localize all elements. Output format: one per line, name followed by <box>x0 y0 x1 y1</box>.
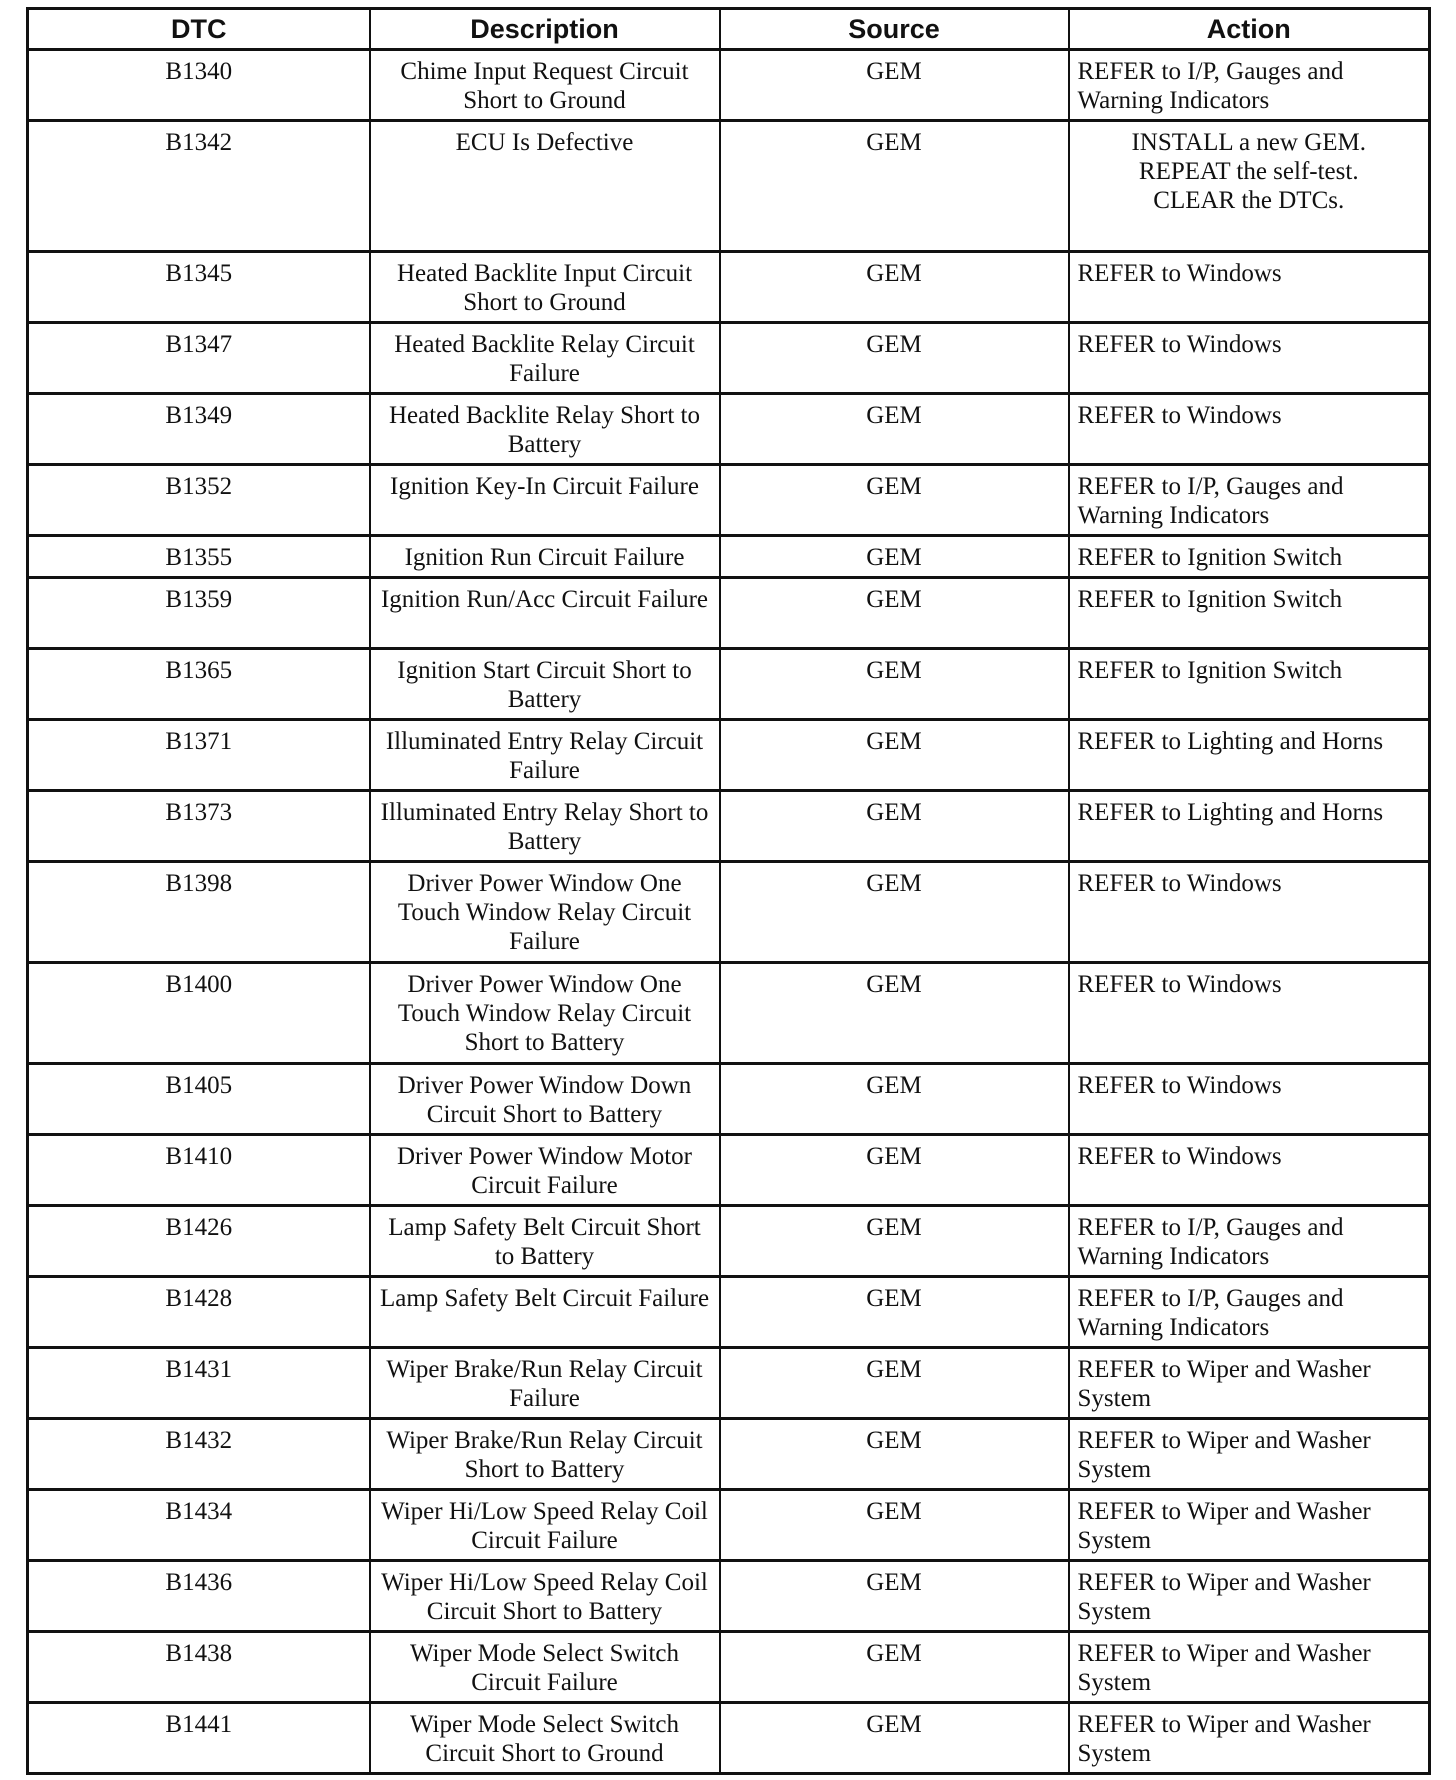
source-cell: GEM <box>720 1206 1069 1277</box>
dtc-code-cell: B1410 <box>28 1135 370 1206</box>
dtc-code-cell: B1405 <box>28 1064 370 1135</box>
header-source: Source <box>720 9 1069 50</box>
header-row <box>28 9 1430 50</box>
source-cell: GEM <box>720 720 1069 791</box>
description-cell: Wiper Brake/Run Relay Circuit Failure <box>370 1348 720 1419</box>
dtc-code-cell: B1347 <box>28 323 370 394</box>
description-cell: Illuminated Entry Relay Circuit Failure <box>370 720 720 791</box>
action-cell: REFER to Windows <box>1069 1064 1430 1135</box>
source-cell: GEM <box>720 963 1069 1064</box>
table-row <box>28 465 1430 536</box>
table-row <box>28 536 1430 578</box>
dtc-code-cell: B1340 <box>28 50 370 121</box>
source-cell: GEM <box>720 252 1069 323</box>
dtc-code-cell: B1441 <box>28 1703 370 1774</box>
source-cell: GEM <box>720 578 1069 649</box>
description-cell: Wiper Brake/Run Relay Circuit Short to Battery <box>370 1419 720 1490</box>
table-row <box>28 252 1430 323</box>
action-cell: REFER to Wiper and Washer System <box>1069 1490 1430 1561</box>
action-cell: REFER to Wiper and Washer System <box>1069 1348 1430 1419</box>
dtc-code-cell: B1436 <box>28 1561 370 1632</box>
dtc-code-cell: B1398 <box>28 862 370 963</box>
action-cell: REFER to I/P, Gauges and Warning Indicators <box>1069 1277 1430 1348</box>
source-cell: GEM <box>720 862 1069 963</box>
action-line: INSTALL a new GEM. <box>1131 129 1367 156</box>
action-cell <box>1069 121 1430 252</box>
source-cell: GEM <box>720 1561 1069 1632</box>
dtc-code-cell: B1434 <box>28 1490 370 1561</box>
table-body <box>28 50 1430 1774</box>
action-cell: REFER to Lighting and Horns <box>1069 720 1430 791</box>
source-cell: GEM <box>720 1703 1069 1774</box>
source-cell: GEM <box>720 1490 1069 1561</box>
dtc-table <box>26 7 1431 1775</box>
source-cell: GEM <box>720 649 1069 720</box>
table-row <box>28 1064 1430 1135</box>
source-cell: GEM <box>720 1632 1069 1703</box>
source-cell: GEM <box>720 394 1069 465</box>
table-row <box>28 1561 1430 1632</box>
action-cell: REFER to I/P, Gauges and Warning Indicators <box>1069 465 1430 536</box>
description-cell: Driver Power Window Down Circuit Short to Battery <box>370 1064 720 1135</box>
description-cell: Heated Backlite Relay Short to Battery <box>370 394 720 465</box>
description-cell: Wiper Hi/Low Speed Relay Coil Circuit Failure <box>370 1490 720 1561</box>
table-row <box>28 394 1430 465</box>
action-cell: REFER to Wiper and Washer System <box>1069 1703 1430 1774</box>
table-row <box>28 578 1430 649</box>
source-cell: GEM <box>720 791 1069 862</box>
table-row <box>28 1632 1430 1703</box>
action-cell: REFER to Wiper and Washer System <box>1069 1419 1430 1490</box>
action-line: CLEAR the DTCs. <box>1153 187 1345 214</box>
dtc-code-cell: B1352 <box>28 465 370 536</box>
action-cell: REFER to Windows <box>1069 1135 1430 1206</box>
action-cell: REFER to Ignition Switch <box>1069 649 1430 720</box>
action-cell: REFER to Windows <box>1069 963 1430 1064</box>
action-cell: REFER to I/P, Gauges and Warning Indicators <box>1069 1206 1430 1277</box>
description-cell: Lamp Safety Belt Circuit Failure <box>370 1277 720 1348</box>
table-row <box>28 1490 1430 1561</box>
table-row <box>28 649 1430 720</box>
table-row <box>28 791 1430 862</box>
description-cell: Ignition Start Circuit Short to Battery <box>370 649 720 720</box>
description-cell: Chime Input Request Circuit Short to Ground <box>370 50 720 121</box>
header-dtc: DTC <box>28 9 370 50</box>
table-row <box>28 121 1430 252</box>
description-cell: Driver Power Window Motor Circuit Failure <box>370 1135 720 1206</box>
description-cell: Ignition Key-In Circuit Failure <box>370 465 720 536</box>
table-row <box>28 1277 1430 1348</box>
dtc-code-cell: B1345 <box>28 252 370 323</box>
action-cell: REFER to Windows <box>1069 323 1430 394</box>
table-row <box>28 1348 1430 1419</box>
source-cell: GEM <box>720 536 1069 578</box>
action-cell: REFER to Wiper and Washer System <box>1069 1632 1430 1703</box>
header-description: Description <box>370 9 720 50</box>
header-action: Action <box>1069 9 1430 50</box>
table-row <box>28 50 1430 121</box>
table-row <box>28 1206 1430 1277</box>
source-cell: GEM <box>720 121 1069 252</box>
source-cell: GEM <box>720 50 1069 121</box>
table-row <box>28 862 1430 963</box>
description-cell: Wiper Mode Select Switch Circuit Short to Ground <box>370 1703 720 1774</box>
dtc-code-cell: B1431 <box>28 1348 370 1419</box>
table-row <box>28 1135 1430 1206</box>
action-cell: REFER to Windows <box>1069 252 1430 323</box>
description-cell: Heated Backlite Relay Circuit Failure <box>370 323 720 394</box>
table-row <box>28 323 1430 394</box>
action-cell: REFER to I/P, Gauges and Warning Indicators <box>1069 50 1430 121</box>
action-line: REPEAT the self-test. <box>1138 158 1359 185</box>
description-cell: ECU Is Defective <box>370 121 720 252</box>
table-row <box>28 1419 1430 1490</box>
dtc-code-cell: B1371 <box>28 720 370 791</box>
dtc-table-page <box>26 7 1428 1775</box>
dtc-code-cell: B1426 <box>28 1206 370 1277</box>
dtc-code-cell: B1428 <box>28 1277 370 1348</box>
action-cell: REFER to Ignition Switch <box>1069 578 1430 649</box>
action-cell: REFER to Windows <box>1069 862 1430 963</box>
dtc-code-cell: B1342 <box>28 121 370 252</box>
description-cell: Ignition Run Circuit Failure <box>370 536 720 578</box>
description-cell: Driver Power Window One Touch Window Relay Circuit Short to Battery <box>370 963 720 1064</box>
table-header <box>28 9 1430 50</box>
dtc-code-cell: B1400 <box>28 963 370 1064</box>
description-cell: Driver Power Window One Touch Window Relay Circuit Failure <box>370 862 720 963</box>
action-cell: REFER to Windows <box>1069 394 1430 465</box>
dtc-code-cell: B1373 <box>28 791 370 862</box>
description-cell: Lamp Safety Belt Circuit Short to Battery <box>370 1206 720 1277</box>
dtc-code-cell: B1355 <box>28 536 370 578</box>
source-cell: GEM <box>720 323 1069 394</box>
table-row <box>28 963 1430 1064</box>
action-cell: REFER to Ignition Switch <box>1069 536 1430 578</box>
description-cell: Ignition Run/Acc Circuit Failure <box>370 578 720 649</box>
description-cell: Heated Backlite Input Circuit Short to Ground <box>370 252 720 323</box>
source-cell: GEM <box>720 1348 1069 1419</box>
table-row <box>28 720 1430 791</box>
dtc-code-cell: B1432 <box>28 1419 370 1490</box>
source-cell: GEM <box>720 465 1069 536</box>
description-cell: Wiper Mode Select Switch Circuit Failure <box>370 1632 720 1703</box>
source-cell: GEM <box>720 1277 1069 1348</box>
dtc-code-cell: B1438 <box>28 1632 370 1703</box>
description-cell: Illuminated Entry Relay Short to Battery <box>370 791 720 862</box>
action-cell: REFER to Wiper and Washer System <box>1069 1561 1430 1632</box>
dtc-code-cell: B1349 <box>28 394 370 465</box>
source-cell: GEM <box>720 1064 1069 1135</box>
dtc-code-cell: B1365 <box>28 649 370 720</box>
description-cell: Wiper Hi/Low Speed Relay Coil Circuit Short to Battery <box>370 1561 720 1632</box>
dtc-code-cell: B1359 <box>28 578 370 649</box>
source-cell: GEM <box>720 1135 1069 1206</box>
source-cell: GEM <box>720 1419 1069 1490</box>
table-row <box>28 1703 1430 1774</box>
action-cell: REFER to Lighting and Horns <box>1069 791 1430 862</box>
